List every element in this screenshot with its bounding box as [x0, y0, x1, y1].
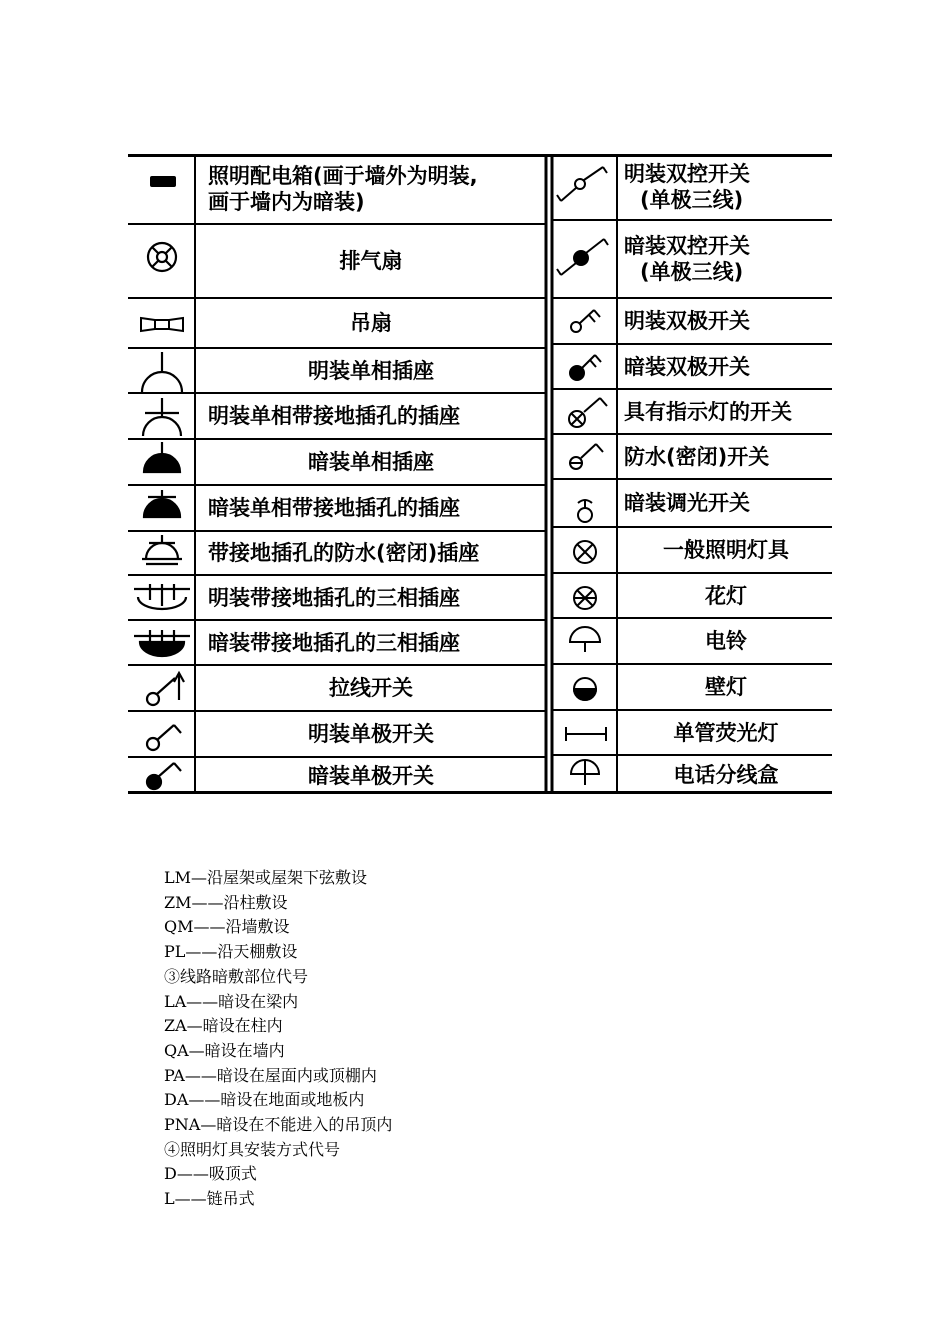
right-row-label: 暗装双极开关: [624, 354, 750, 379]
note-line: ZM——沿柱敷设: [164, 892, 288, 912]
right-row-label: 暗装双控开关: [624, 234, 750, 258]
right-row-label: 具有指示灯的开关: [624, 399, 792, 424]
note-line: PNA—暗设在不能进入的吊顶内: [164, 1115, 393, 1135]
pull-cord-switch-icon: [147, 673, 184, 705]
right-row-label: 壁灯: [705, 675, 747, 699]
left-row-label: 排气扇: [339, 249, 403, 273]
concealed-single-pole-switch-icon: [147, 763, 181, 789]
ceiling-fan-icon: [141, 318, 183, 331]
surface-single-phase-grounded-socket-icon: [143, 398, 181, 436]
note-line: PA——暗设在屋面内或顶棚内: [164, 1065, 377, 1085]
left-row-label: 画于墙内为暗装): [208, 190, 365, 214]
concealed-single-phase-socket-icon: [144, 442, 180, 472]
note-line: D——吸顶式: [164, 1164, 257, 1184]
left-row-label: 暗装单极开关: [308, 763, 434, 788]
left-row-label: 明装单相带接地插孔的插座: [208, 404, 460, 428]
surface-single-pole-switch-icon: [147, 725, 181, 750]
surface-three-phase-grounded-socket-icon: [134, 584, 190, 609]
waterproof-switch-icon: [569, 444, 603, 469]
right-row-label: 明装双控开关: [624, 162, 750, 186]
concealed-two-way-switch-icon: [557, 239, 608, 275]
left-row-label: 照明配电箱(画于墙外为明装,: [208, 164, 478, 188]
concealed-single-phase-grounded-socket-icon: [144, 490, 180, 517]
left-row-label: 拉线开关: [329, 676, 413, 700]
note-line: L——链吊式: [164, 1189, 255, 1209]
electrical-symbol-legend-table: [128, 154, 832, 794]
right-row-label: (单极三线): [640, 260, 744, 284]
left-row-label: 吊扇: [350, 311, 392, 335]
note-line: PL——沿天棚敷设: [164, 942, 298, 962]
wall-lamp-icon: [574, 678, 596, 700]
right-row-label: 防水(密闭)开关: [624, 444, 770, 469]
lighting-distribution-box-icon: [150, 176, 176, 187]
right-row-label: (单极三线): [640, 188, 744, 212]
note-line: LA——暗设在梁内: [164, 991, 299, 1011]
surface-single-phase-socket-icon: [142, 352, 182, 392]
telephone-junction-box-icon: [571, 760, 599, 785]
right-row-label: 电话分线盒: [673, 762, 779, 787]
concealed-double-pole-switch-icon: [570, 355, 601, 380]
left-row-label: 明装单极开关: [308, 722, 434, 746]
waterproof-grounded-socket-icon: [142, 535, 182, 564]
note-line: LM—沿屋架或屋架下弦敷设: [164, 868, 368, 887]
note-line: ZA—暗设在柱内: [164, 1016, 283, 1036]
code-notes: [164, 866, 764, 1212]
left-row-label: 明装带接地插孔的三相插座: [208, 585, 460, 610]
exhaust-fan-icon: [148, 243, 176, 271]
left-row-label: 暗装带接地插孔的三相插座: [208, 630, 460, 655]
right-row-label: 一般照明灯具: [663, 538, 789, 562]
right-row-label: 明装双极开关: [624, 309, 750, 333]
surface-double-pole-switch-icon: [571, 310, 600, 332]
surface-two-way-switch-icon: [557, 167, 607, 201]
right-row-label: 暗装调光开关: [624, 491, 750, 515]
note-line: QA—暗设在墙内: [164, 1040, 285, 1060]
right-row-label: 电铃: [705, 629, 747, 653]
concealed-three-phase-grounded-socket-icon: [134, 630, 190, 656]
right-row-label: 花灯: [705, 583, 747, 608]
electric-bell-icon: [570, 627, 600, 652]
chandelier-icon: [574, 587, 596, 609]
indicator-light-switch-icon: [569, 398, 607, 427]
left-row-label: 暗装单相带接地插孔的插座: [208, 496, 460, 520]
note-line: QM——沿墙敷设: [164, 917, 290, 937]
single-tube-fluorescent-lamp-icon: [566, 727, 606, 741]
concealed-dimmer-switch-icon: [578, 500, 592, 522]
left-row-label: 明装单相插座: [308, 358, 434, 383]
note-line: ③线路暗敷部位代号: [164, 966, 309, 986]
note-line: ④照明灯具安装方式代号: [164, 1139, 341, 1159]
note-line: DA——暗设在地面或地板内: [164, 1090, 365, 1110]
right-row-label: 单管荧光灯: [673, 720, 779, 745]
left-row-label: 带接地插孔的防水(密闭)插座: [208, 541, 480, 565]
left-row-label: 暗装单相插座: [308, 450, 434, 474]
general-lighting-fixture-icon: [574, 541, 596, 563]
